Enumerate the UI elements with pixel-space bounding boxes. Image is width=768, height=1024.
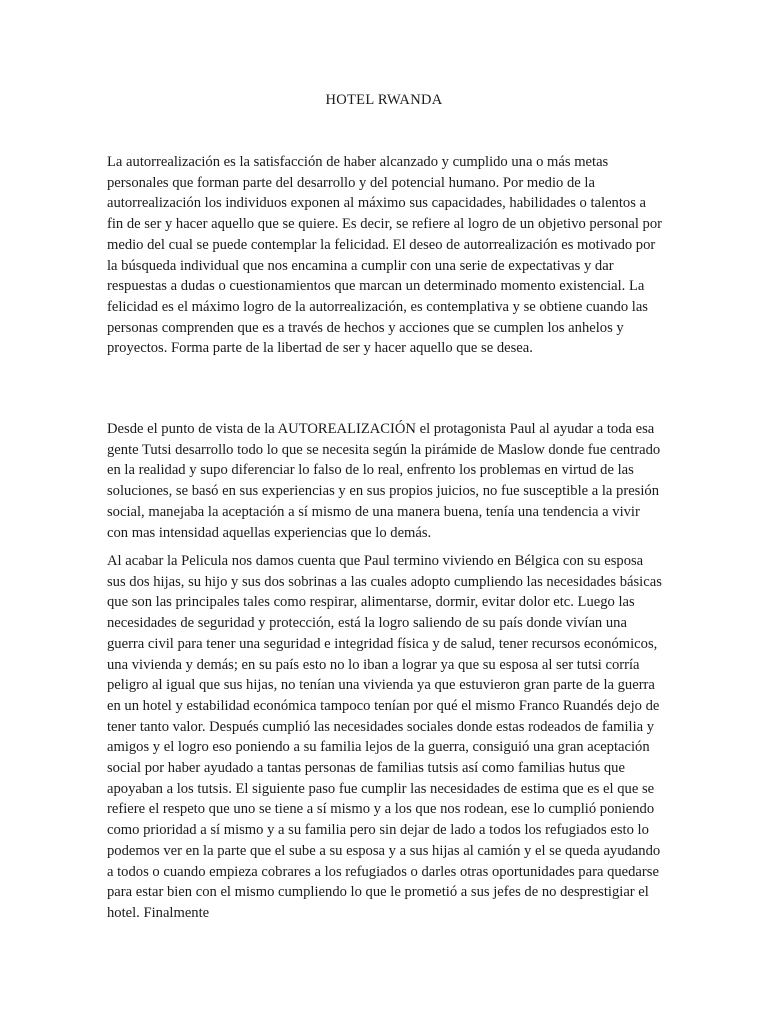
paragraph-definition: La autorrealización es la satisfacción de haber alcanzado y cumplido una o más metas personales que forman parte del desarrollo y del potencial humano. Por medio de la autorrealización los individuos exponen al máximo sus capacidades, habilidades o talentos a fin de ser y hacer aquello que se quiere. Es decir, se refiere al logro de un objetivo personal por medio del cual se puede contemplar la felicidad. El deseo de autorrealización es motivado por la búsqueda individual que nos encamina a cumplir con una serie de expectativas y dar respuestas a dudas o cuestionamientos que marcan un determinado momento existencial. La felicidad es el máximo logro de la autorrealización, es contemplativa y se obtiene cuando las personas comprenden que es a través de hechos y acciones que se cumplen los anhelos y proyectos. Forma parte de la libertad de ser y hacer aquello que se desea. [107, 154, 662, 357]
document-title: HOTEL RWANDA [325, 92, 443, 108]
paragraph-protagonist: Desde el punto de vista de la AUTOREALIZACIÓN el protagonista Paul al ayudar a toda esa gente Tutsi desarrollo todo lo que se necesita según la pirámide de Maslow donde fue centrado en la realidad y supo diferenciar lo falso de lo real, enfrento los problemas en virtud de las soluciones, se basó en sus experiencias y en sus propios juicios, no fue susceptible a la presión social, manejaba la aceptación a sí mismo de una manera buena, tenía una tendencia a vivir con mas intensidad aquellas experiencias que lo demás. [107, 421, 661, 541]
paragraph-needs: Al acabar la Pelicula nos damos cuenta que Paul termino viviendo en Bélgica con su esposa sus dos hijas, su hijo y sus dos sobrinas a las cuales adopto cumpliendo las necesidades básicas que son las principales tales como respirar, alimentarse, dormir, evitar dolor etc. Luego las necesidades de seguridad y protección, está la logro saliendo de su país donde vivían una guerra civil para tener una seguridad e integridad física y de salud, tener recursos económicos, una vivienda y demás; en su país esto no lo iban a lograr ya que su esposa al ser tutsi corría peligro al igual que sus hijas, no tenían una vivienda ya que estuvieron gran parte de la guerra en un hotel y estabilidad económica tampoco tenían por qué el mismo Franco Ruandés dejo de tener tanto valor. Después cumplió las necesidades sociales donde estas rodeados de familia y amigos y el logro eso poniendo a su familia lejos de la guerra, consiguió una gran aceptación social por haber ayudado a tantas personas de familias tutsis así como familias hutus que apoyaban a los tutsis. El siguiente paso fue cumplir las necesidades de estima que es el que se refiere el respeto que uno se tiene a sí mismo y a los que nos rodean, ese lo cumplió poniendo como prioridad a sí mismo y a su familia pero sin dejar de lado a todos los refugiados esto lo podemos ver en la parte que el sube a su esposa y a sus hijas al camión y el se queda ayudando a todos o cuando empieza cobrares a los refugiados o darles otras oportunidades para quedarse para estar bien con el mismo cumpliendo lo que le prometió a sus jefes de no desprestigiar el hotel. Finalmente [107, 553, 662, 921]
